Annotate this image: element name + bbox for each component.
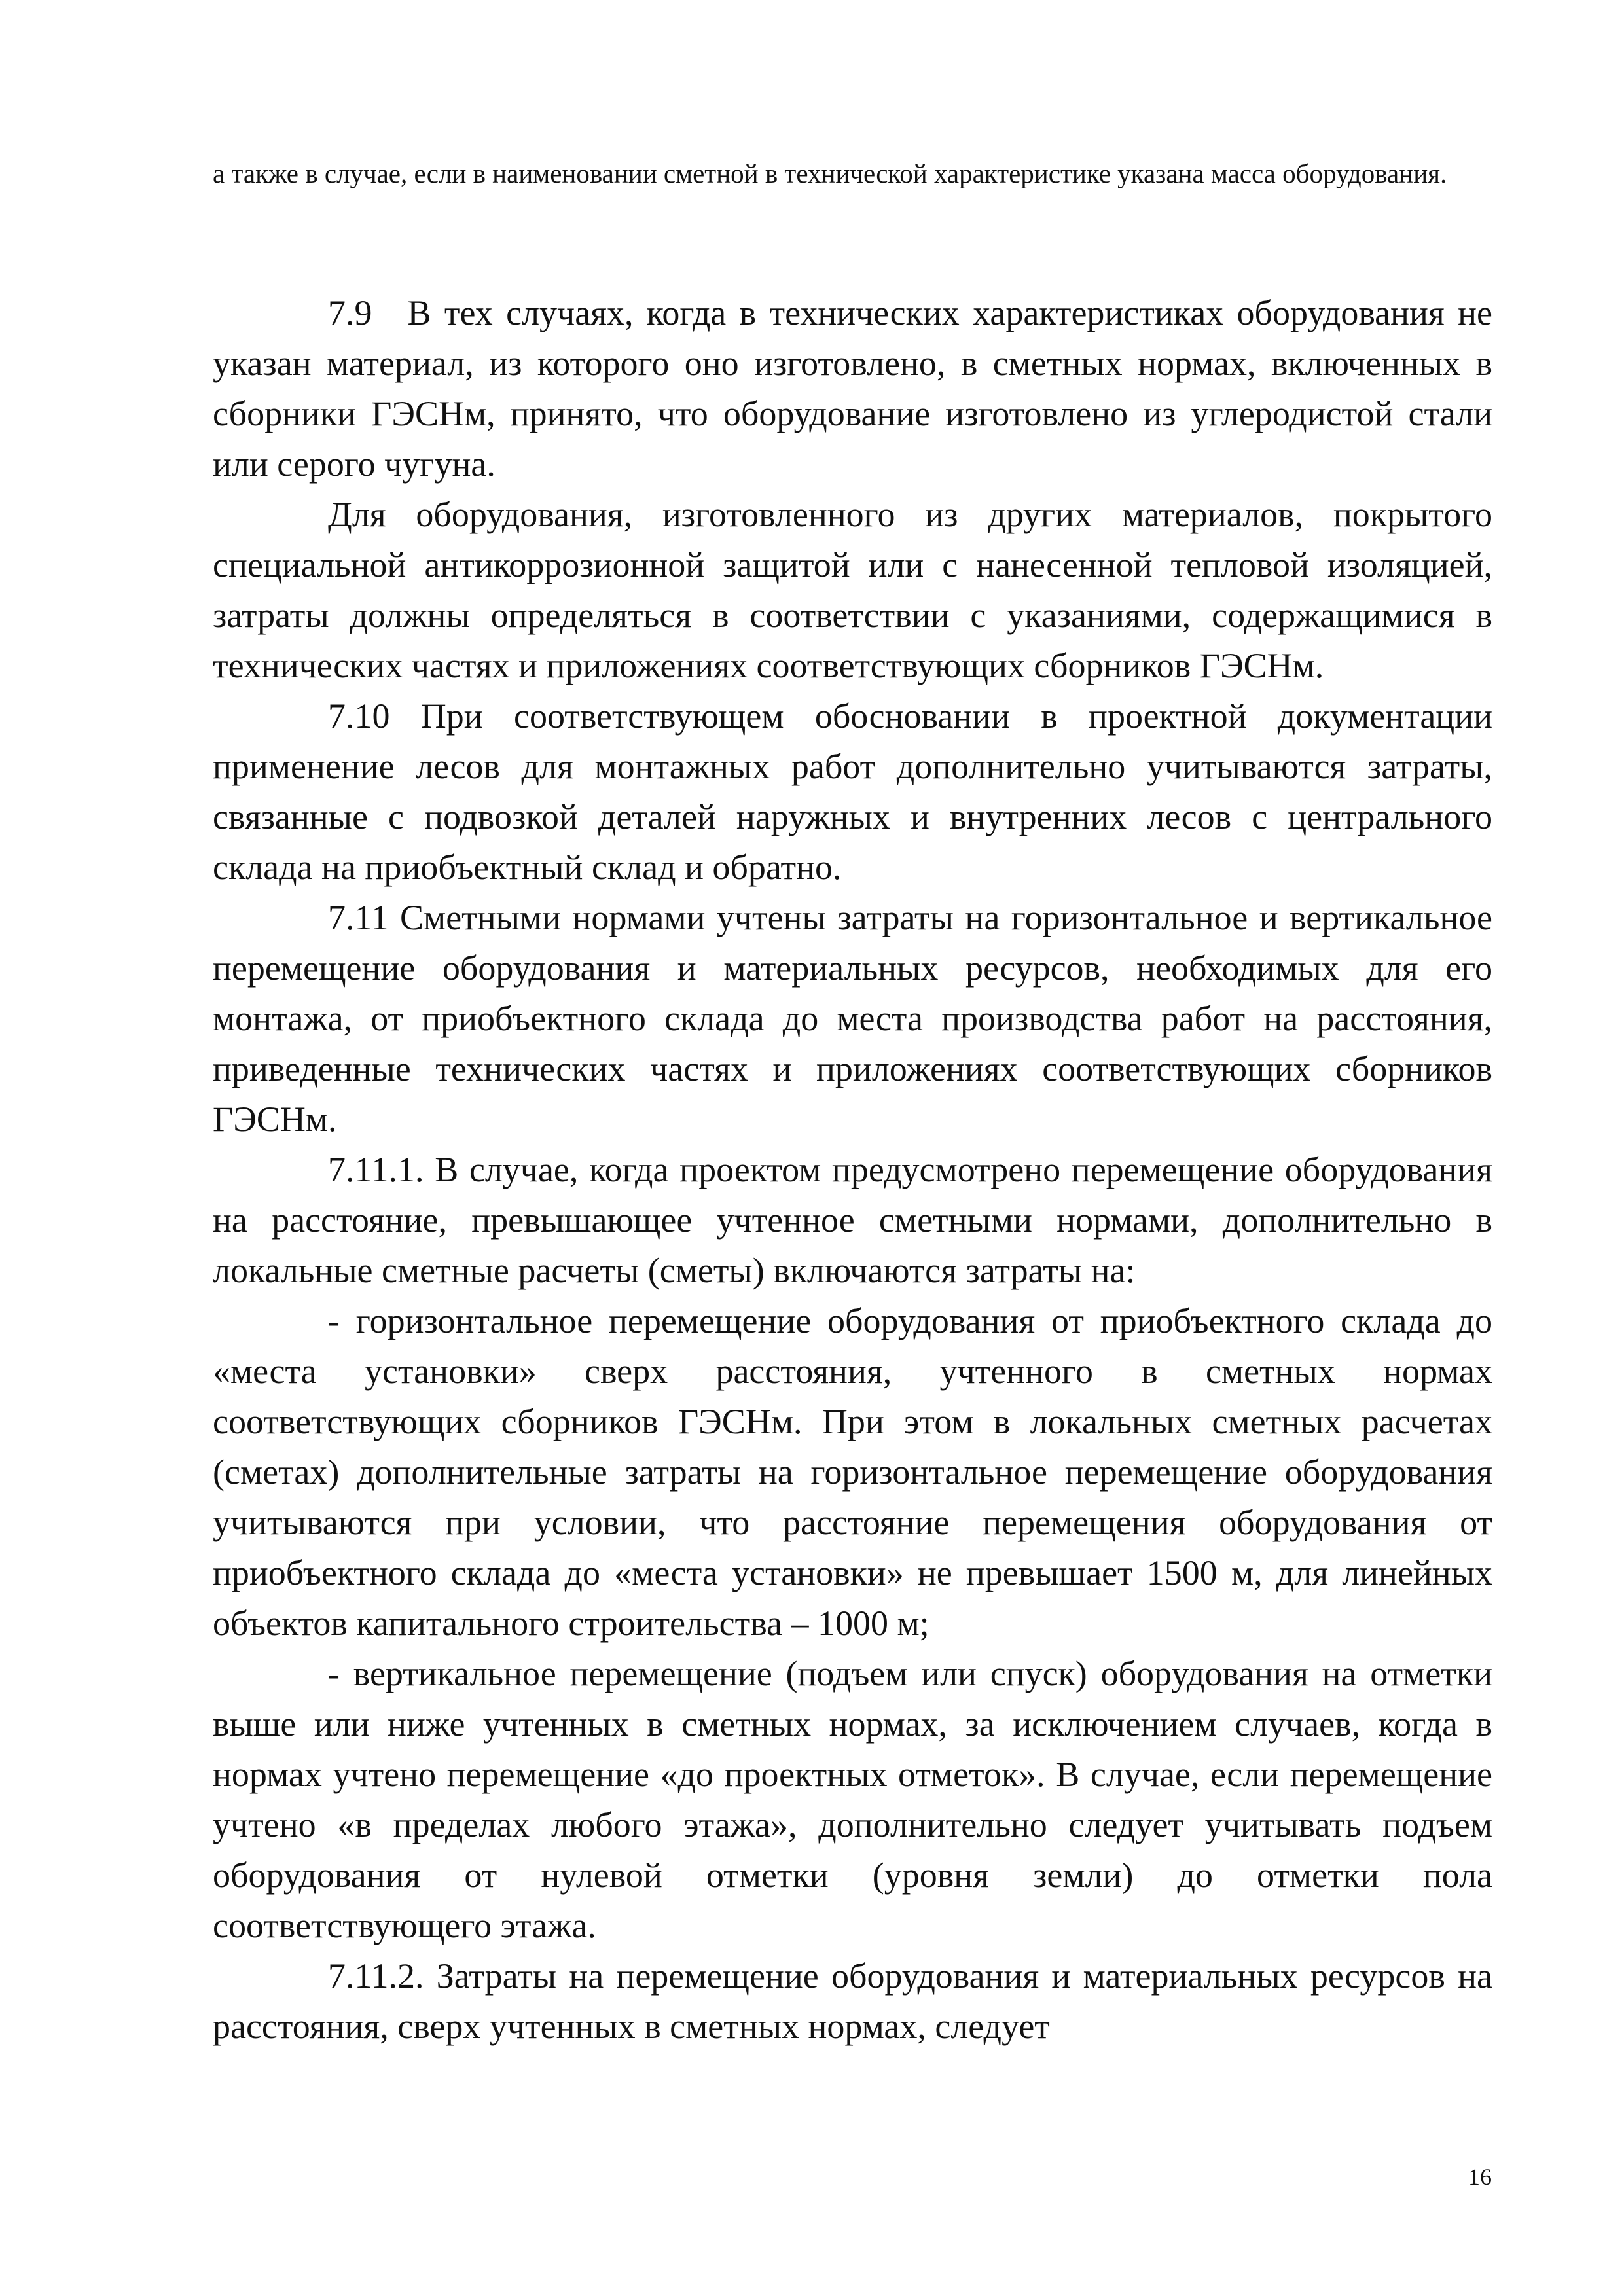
paragraph-text: При соответствующем обосновании в проектной документации применение лесов для монтажных работ дополнительно учитываются затраты, связанные с подвозкой деталей наружных и внутренних лесов с центрального склада на приобъектный склад и обратно.	[213, 696, 1492, 887]
paragraph-7-10	[213, 691, 1492, 893]
paragraph-number: 7.11.1.	[328, 1150, 424, 1189]
paragraph-number: 7.11	[328, 898, 389, 937]
paragraph-text: - горизонтальное перемещение оборудования от приобъектного склада до «места установки» сверх расстояния, учтенного в сметных нормах соответствующих сборников ГЭСНм. При этом в локальных сметных расчетах (сметах) дополнительные затраты на горизонтальное перемещение оборудования учитываются при условии, что расстояние перемещения оборудования от приобъектного склада до «места установки» не превышает 1500 м, для линейных объектов капитального строительства – 1000 м;	[213, 1301, 1492, 1643]
body-text	[213, 288, 1492, 2052]
top-note: а также в случае, если в наименовании сметной в технической характеристике указана масса оборудования.	[213, 158, 1447, 188]
paragraph-number: 7.10	[328, 696, 390, 736]
list-item-vertical	[213, 1649, 1492, 1951]
paragraph-number: 7.11.2.	[328, 1956, 424, 1996]
paragraph-text: В тех случаях, когда в технических характеристиках оборудования не указан материал, из которого оно изготовлено, в сметных нормах, включенных в сборники ГЭСНм, принято, что оборудование изготовлено из углеродистой стали или серого чугуна.	[213, 293, 1492, 484]
paragraph-7-9	[213, 288, 1492, 490]
paragraph-number: 7.9	[328, 293, 372, 332]
paragraph-7-11-1	[213, 1145, 1492, 1296]
paragraph-7-11	[213, 893, 1492, 1145]
paragraph-text: В случае, когда проектом предусмотрено перемещение оборудования на расстояние, превышающее учтенное сметными нормами, дополнительно в локальные сметные расчеты (сметы) включаются затраты на:	[213, 1150, 1492, 1290]
paragraph-7-9-materials	[213, 490, 1492, 691]
paragraph-text: - вертикальное перемещение (подъем или спуск) оборудования на отметки выше или ниже учтенных в сметных нормах, за исключением случаев, когда в нормах учтено перемещение «до проектных отметок». В случае, если перемещение учтено «в пределах любого этажа», дополнительно следует учитывать подъем оборудования от нулевой отметки (уровня земли) до отметки пола соответствующего этажа.	[213, 1654, 1492, 1945]
page-number: 16	[1468, 2164, 1492, 2190]
paragraph-7-11-2	[213, 1951, 1492, 2052]
paragraph-text: Затраты на перемещение оборудования и материальных ресурсов на расстояния, сверх учтенных в сметных нормах, следует	[213, 1956, 1492, 2046]
list-item-horizontal	[213, 1296, 1492, 1649]
paragraph-text: Сметными нормами учтены затраты на горизонтальное и вертикальное перемещение оборудования и материальных ресурсов, необходимых для его монтажа, от приобъектного склада до места производства работ на расстояния, приведенные технических частях и приложениях соответствующих сборников ГЭСНм.	[213, 898, 1493, 1139]
paragraph-text: Для оборудования, изготовленного из других материалов, покрытого специальной антикоррозионной защитой или с нанесенной тепловой изоляцией, затраты должны определяться в соответствии с указаниями, содержащимися в технических частях и приложениях соответствующих сборников ГЭСНм.	[213, 495, 1492, 685]
